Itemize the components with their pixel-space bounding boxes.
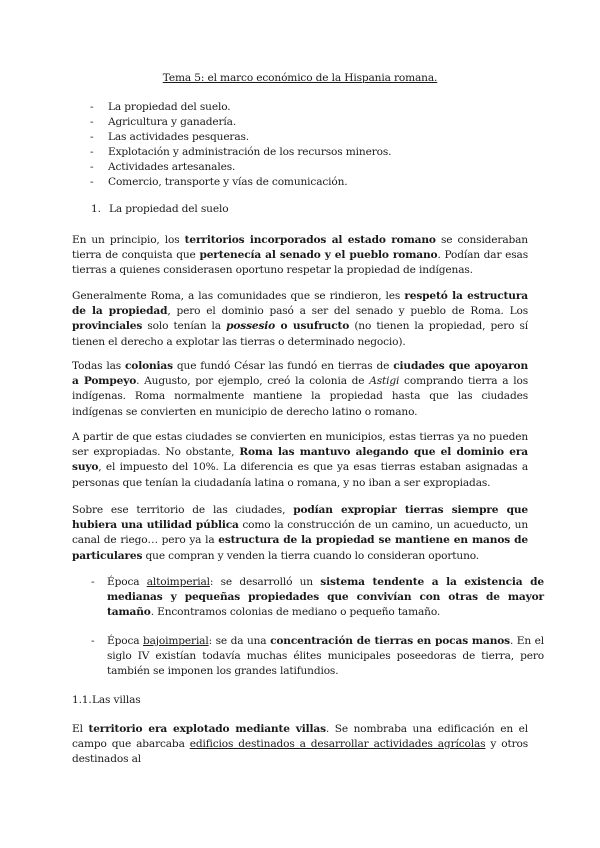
paragraph-2: Generalmente Roma, a las comunidades que se rindieron, les respetó la estructura de la propiedad, pero el dominio pasó a ser del senado y pueblo de Roma. Los provinciales solo tenían la possesio o usufructo (no tienen la propiedad, pero sí tienen el derecho a explotar las tierras o determinado negocio). <box>72 290 529 348</box>
section-label: La propiedad del suelo <box>109 203 229 215</box>
subsection-heading <box>72 693 141 708</box>
section-heading <box>91 202 228 217</box>
page-title: Tema 5: el marco económico de la Hispania romana. <box>162 72 438 84</box>
paragraph-4: A partir de que estas ciudades se convierten en municipios, estas tierras ya no pueden ser expropiadas. No obstante, Roma las mantuvo alegando que el dominio era suyo, el impuesto del 10%. La diferencia es que ya esas tierras estaban asignadas a personas que tenían la ciudadanía latina o romana, y no iban a ser expropiadas. <box>72 431 528 489</box>
list-item: - Agricultura y ganadería. <box>90 115 391 130</box>
paragraph-3: Todas las colonias que fundó César las fundó en tierras de ciudades que apoyaron a Pompeyo. Augusto, por ejemplo, creó la colonia de Astigi comprando tierra a los indígenas. Roma normalmente mantiene la propiedad hasta que las ciudades indígenas se convierten en municipio de derecho latino o romano. <box>72 360 529 418</box>
list-item: - Explotación y administración de los recursos mineros. <box>90 145 391 160</box>
subsection-label: Las villas <box>92 694 141 706</box>
topic-list <box>90 100 391 191</box>
paragraph-6: El territorio era explotado mediante villas. Se nombraba una edificación en el campo que abarcaba edificios destinados a desarrollar actividades agrícolas y otros destinados al <box>72 723 528 766</box>
paragraph-5: Sobre ese territorio de las ciudades, podían expropiar tierras siempre que hubiera una utilidad pública como la construcción de un camino, un acueducto, un canal de riego… pero ya la estructura de la propiedad se mantiene en manos de particulares que compran y venden la tierra cuando lo consideran oportuno. <box>72 504 528 562</box>
section-number: 1. <box>91 203 101 215</box>
subsection-number: 1.1. <box>72 694 92 706</box>
bullet-altoimperial: - Época altoimperial: se desarrolló un sistema tendente a la existencia de medianas y pequeñas propiedades que convivían con otras de mayor tamaño. Encontramos colonias de mediano o pequeño tamaño. <box>91 576 544 619</box>
list-item: - Las actividades pesqueras. <box>90 130 391 145</box>
paragraph-1: En un principio, los territorios incorporados al estado romano se consideraban tierra de conquista que pertenecía al senado y el pueblo romano. Podían dar esas tierras a quienes considerasen oportuno respetar la propiedad de indígenas. <box>72 234 528 277</box>
list-item: - La propiedad del suelo. <box>90 100 391 115</box>
list-item: - Actividades artesanales. <box>90 160 391 175</box>
bullet-bajoimperial: - Época bajoimperial: se da una concentración de tierras en pocas manos. En el siglo IV existían todavía muchas élites municipales poseedoras de tierra, pero también se imponen los grandes latifundios. <box>91 635 544 678</box>
list-item: - Comercio, transporte y vías de comunicación. <box>90 175 391 190</box>
